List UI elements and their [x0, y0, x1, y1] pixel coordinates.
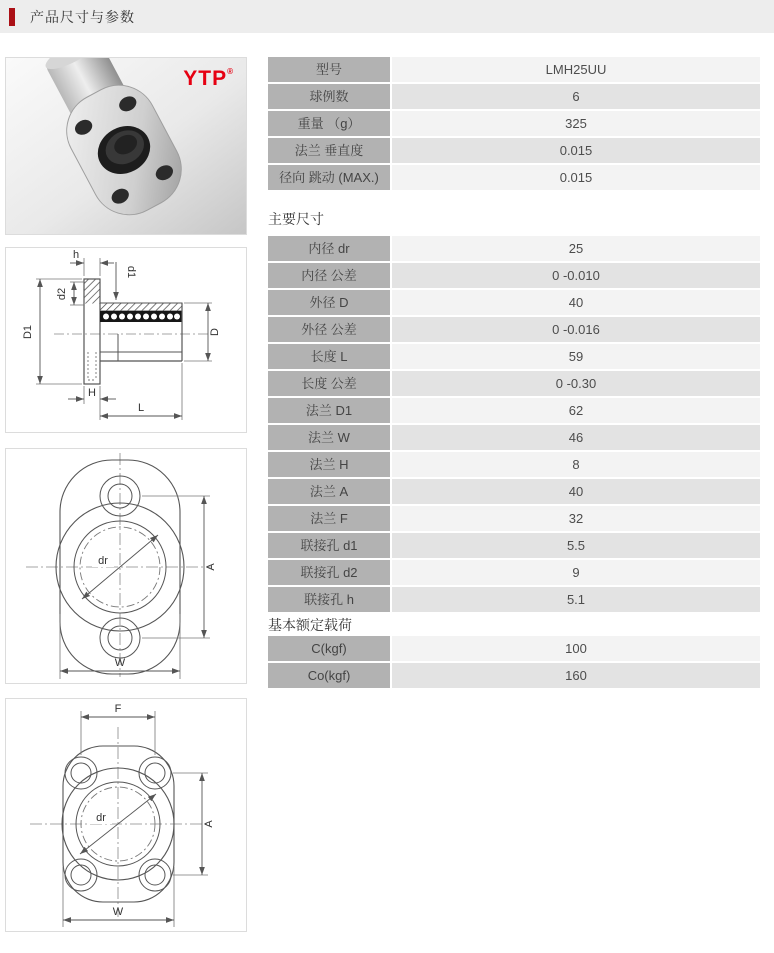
spec-label: 联接孔 h: [268, 587, 390, 612]
spec-value: 325: [392, 111, 760, 136]
table-row: [268, 371, 760, 396]
spec-value: 46: [392, 425, 760, 450]
spec-column: [268, 57, 760, 690]
table-row: [268, 84, 760, 109]
spec-label: 法兰 垂直度: [268, 138, 390, 163]
table-row: [268, 57, 760, 82]
table-row: [268, 236, 760, 261]
spec-label: 型号: [268, 57, 390, 82]
spec-value: 0 -0.016: [392, 317, 760, 342]
front-4hole-svg: [6, 699, 246, 931]
spec-label: 重量 （g）: [268, 111, 390, 136]
table-row: [268, 344, 760, 369]
spec-value: 0.015: [392, 138, 760, 163]
page-header: [0, 0, 774, 33]
table-row: [268, 111, 760, 136]
dim-label-dr: dr: [98, 555, 108, 567]
page-title: 产品尺寸与参数: [30, 8, 135, 25]
table-row: [268, 398, 760, 423]
front-2hole-svg: [6, 449, 246, 683]
dim-label-h: h: [72, 249, 80, 261]
spec-value: 62: [392, 398, 760, 423]
drawing-front-4hole: [5, 698, 247, 932]
spec-value: 8: [392, 452, 760, 477]
spec-value: 0 -0.010: [392, 263, 760, 288]
spec-label: 内径 公差: [268, 263, 390, 288]
spec-label: 联接孔 d2: [268, 560, 390, 585]
spec-label: 法兰 D1: [268, 398, 390, 423]
spec-label: 内径 dr: [268, 236, 390, 261]
image-column: [5, 57, 247, 932]
table-row: [268, 290, 760, 315]
dim-label-W: W: [114, 657, 126, 669]
spec-label: 法兰 H: [268, 452, 390, 477]
table-row: [268, 425, 760, 450]
spec-label: 长度 L: [268, 344, 390, 369]
spec-value: 9: [392, 560, 760, 585]
basic-spec-table: [268, 57, 760, 190]
table-row: [268, 165, 760, 190]
table-row: [268, 587, 760, 612]
table-row: [268, 263, 760, 288]
section-title-dimensions: 主要尺寸: [268, 211, 324, 227]
dim-label-W: W: [112, 906, 124, 918]
spec-label: 径向 跳动 (MAX.): [268, 165, 390, 190]
spec-label: C(kgf): [268, 636, 390, 661]
spec-label: 法兰 F: [268, 506, 390, 531]
spec-value: 5.5: [392, 533, 760, 558]
spec-label: 联接孔 d1: [268, 533, 390, 558]
brand-logo: [183, 68, 234, 89]
load-table: [268, 636, 760, 688]
dim-label-d2: d2: [56, 287, 68, 301]
dim-label-L: L: [137, 402, 145, 414]
dim-label-D1: D1: [22, 324, 34, 340]
dimensions-table: [268, 236, 760, 612]
spec-value: 40: [392, 290, 760, 315]
spec-label: Co(kgf): [268, 663, 390, 688]
registered-mark: ®: [227, 67, 234, 76]
spec-label: 长度 公差: [268, 371, 390, 396]
table-row: [268, 663, 760, 688]
dim-label-F: F: [114, 703, 122, 715]
drawing-front-2hole: [5, 448, 247, 684]
spec-value: 0.015: [392, 165, 760, 190]
dim-label-H: H: [88, 387, 96, 399]
spec-value: 59: [392, 344, 760, 369]
accent-bar: [9, 8, 15, 26]
spec-label: 球例数: [268, 84, 390, 109]
spec-value: 6: [392, 84, 760, 109]
dim-label-D: D: [209, 328, 221, 336]
spec-label: 外径 D: [268, 290, 390, 315]
table-row: [268, 533, 760, 558]
spec-value: LMH25UU: [392, 57, 760, 82]
section-title-load: 基本额定载荷: [268, 617, 352, 633]
spec-value: 100: [392, 636, 760, 661]
dim-label-A: A: [205, 563, 217, 571]
table-row: [268, 479, 760, 504]
spec-value: 25: [392, 236, 760, 261]
spec-value: 160: [392, 663, 760, 688]
product-photo: [5, 57, 247, 235]
spec-label: 外径 公差: [268, 317, 390, 342]
table-row: [268, 138, 760, 163]
table-row: [268, 560, 760, 585]
brand-logo-text: YTP: [183, 67, 228, 90]
spec-value: 40: [392, 479, 760, 504]
table-row: [268, 452, 760, 477]
spec-label: 法兰 W: [268, 425, 390, 450]
dim-label-dr: dr: [96, 812, 106, 824]
spec-value: 32: [392, 506, 760, 531]
section-view-svg: [6, 248, 246, 432]
table-row: [268, 506, 760, 531]
dim-label-d1: d1: [125, 265, 137, 279]
table-row: [268, 636, 760, 661]
drawing-section-view: [5, 247, 247, 433]
table-row: [268, 317, 760, 342]
dim-label-A: A: [203, 820, 215, 828]
spec-label: 法兰 A: [268, 479, 390, 504]
spec-value: 0 -0.30: [392, 371, 760, 396]
spec-value: 5.1: [392, 587, 760, 612]
